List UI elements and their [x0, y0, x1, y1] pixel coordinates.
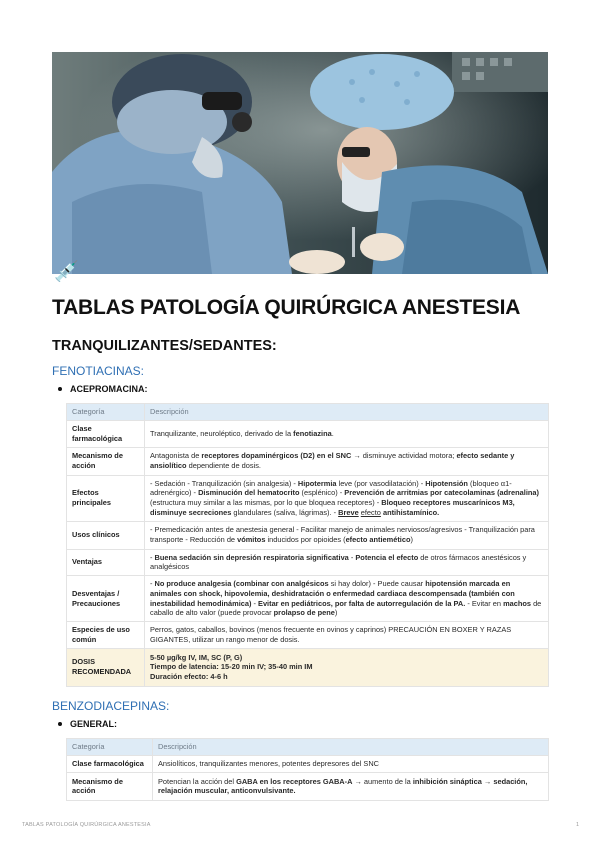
- table-row-dose: [67, 648, 549, 686]
- bullet-item-acepromacina: [58, 384, 148, 394]
- cell-description: - No produce analgesia (combinar con analgésicos si hay dolor) - Puede causar hipotensión marcada en animales con shock, hipovolemia, deshidratación o enfermedad cardiaca descompensada (también con inestabilidad hemodinámica) - Evitar en pediátricos, por falta de autorregulación de la PA. - Evitar en machos de caballo de alto valor (puede provocar prolapso de pene): [145, 576, 549, 622]
- table-row: [67, 549, 549, 576]
- cell-description: Antagonista de receptores dopaminérgicos (D2) en el SNC → disminuye actividad motora; efecto sedante y ansiolítico dependiente de dosis.: [145, 447, 549, 475]
- cell-description: Potencian la acción del GABA en los receptores GABA-A → aumento de la inhibición sináptica → sedación, relajación muscular, anticonvulsivante.: [153, 772, 549, 800]
- table-row: [67, 421, 549, 448]
- cell-description: Perros, gatos, caballos, bovinos (menos frecuente en ovinos y caprinos) PRECAUCIÓN EN BOXER Y RAZAS GIGANTES, utilizar un rango menor de dosis.: [145, 622, 549, 649]
- header-categoria: Categoría: [67, 404, 145, 421]
- cell-dose: [145, 648, 549, 686]
- bullet-dot: [58, 387, 62, 391]
- cell-description: Tranquilizante, neuroléptico, derivado de la fenotiazina.: [145, 421, 549, 448]
- table-benzodiacepinas: [66, 738, 549, 801]
- table-header-row: [67, 739, 549, 756]
- hero-image: [52, 52, 548, 274]
- page-title: TABLAS PATOLOGÍA QUIRÚRGICA ANESTESIA: [52, 296, 521, 319]
- cell-description: Ansiolíticos, tranquilizantes menores, potentes depresores del SNC: [153, 756, 549, 773]
- table-header-row: [67, 404, 549, 421]
- table-row: [67, 756, 549, 773]
- table-acepromacina: [66, 403, 549, 687]
- group-heading-fenotiacinas: FENOTIACINAS:: [52, 364, 145, 378]
- cell-category: Efectos principales: [67, 475, 145, 521]
- surgeons-illustration: [52, 52, 548, 274]
- header-descripcion: Descripción: [153, 739, 549, 756]
- section-title: TRANQUILIZANTES/SEDANTES:: [52, 338, 277, 354]
- header-descripcion: Descripción: [145, 404, 549, 421]
- table-row: [67, 521, 549, 549]
- table-row: [67, 475, 549, 521]
- cell-category: Mecanismo de acción: [67, 772, 153, 800]
- cell-category: Usos clínicos: [67, 521, 145, 549]
- table-row: [67, 447, 549, 475]
- cell-description: - Sedación - Tranquilización (sin analgesia) - Hipotermia leve (por vasodilatación) - Hipotensión (bloqueo α1-adrenérgico) - Disminución del hematocrito (esplénico) - Prevención de arritmias por catecolaminas (adrenalina) (estructura muy similar a las mismas, por lo que bloquea receptores) - Bloqueo receptores muscarínicos M3, disminuye secreciones glandulares (saliva, lágrimas). - Breve efecto antihistamínico.: [145, 475, 549, 521]
- cell-category: Ventajas: [67, 549, 145, 576]
- group-heading-benzodiacepinas: BENZODIACEPINAS:: [52, 699, 170, 713]
- bullet-label: ACEPROMACINA:: [70, 384, 148, 394]
- footer-title: TABLAS PATOLOGÍA QUIRÚRGICA ANESTESIA: [22, 822, 151, 828]
- footer-page-number: 1: [576, 822, 580, 828]
- table-row: [67, 576, 549, 622]
- dose-line: 5-50 µg/kg IV, IM, SC (P, G): [150, 652, 243, 662]
- cell-category: DOSIS RECOMENDADA: [67, 648, 145, 686]
- dose-line: Tiempo de latencia: 15-20 min IV; 35-40 min IM: [150, 662, 313, 672]
- header-categoria: Categoría: [67, 739, 153, 756]
- cell-category: Desventajas / Precauciones: [67, 576, 145, 622]
- bullet-dot: [58, 722, 62, 726]
- dose-line: Duración efecto: 4-6 h: [150, 672, 228, 682]
- table-row: [67, 622, 549, 649]
- cell-category: Especies de uso común: [67, 622, 145, 649]
- cell-description: - Premedicación antes de anestesia general - Facilitar manejo de animales nerviosos/agresivos - Tranquilización para transporte - Reducción de vómitos inducidos por opioides (efecto antiemético): [145, 521, 549, 549]
- bullet-label: GENERAL:: [70, 719, 117, 729]
- cell-description: - Buena sedación sin depresión respiratoria significativa - Potencia el efecto de otros fármacos anestésicos y analgésicos: [145, 549, 549, 576]
- syringe-icon: 💉: [54, 261, 79, 283]
- cell-category: Mecanismo de acción: [67, 447, 145, 475]
- cell-category: Clase farmacológica: [67, 756, 153, 773]
- table-row: [67, 772, 549, 800]
- bullet-item-general: [58, 719, 117, 729]
- cell-category: Clase farmacológica: [67, 421, 145, 448]
